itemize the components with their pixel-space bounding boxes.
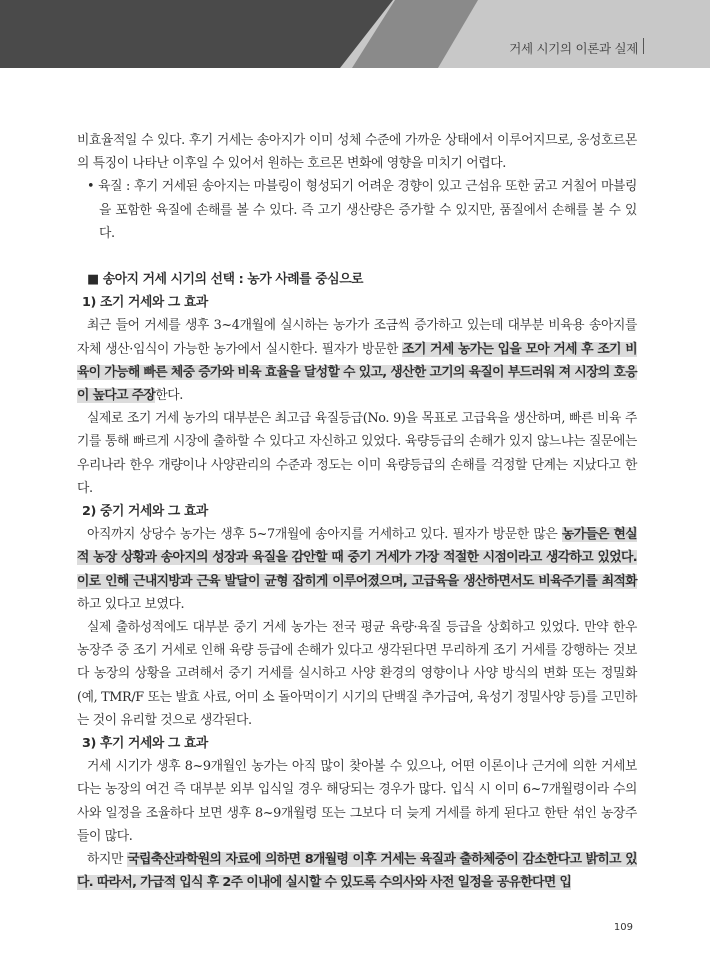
text: 하지만 — [87, 852, 128, 868]
section-title: ■ 송아지 거세 시기의 선택 : 농가 사례를 중심으로 — [87, 272, 364, 288]
paragraph — [77, 848, 637, 894]
bullet-item: • 육질 : 후기 거세된 송아지는 마블링이 형성되기 어려운 경향이 있고 근섬유 또한 굵고 거칠어 마블링을 포함한 육질에 손해를 볼 수 있다. 즉 고기 생산량은 증가할 수 있지만, 품질에서 손해를 볼 수 있다. — [87, 179, 637, 241]
running-title: 거세 시기의 이론과 실제 — [509, 41, 638, 56]
highlighted-text: 조기 거세 농가는 입을 모아 거세 후 조기 비육이 가능해 빠른 체중 증가와 비육 효율을 달성할 수 있고, 생산한 고기의 육질이 부드러워 져 시장의 호응이 높다고 주장 — [77, 341, 638, 404]
paragraph — [77, 523, 637, 616]
highlighted-text: 국립축산과학원의 자료에 의하면 8개월령 이후 거세는 육질과 출하체중이 감소한다고 밝히고 있다. 따라서, 가급적 입식 후 2주 이내에 실시할 수 있도록 수의사와 사전 일정을 공유한다면 입 — [77, 852, 637, 891]
paragraph: 비효율적일 수 있다. 후기 거세는 송아지가 이미 성체 수준에 가까운 상태에서 이루어지므로, 웅성호르몬의 특징이 나타난 이후일 수 있어서 원하는 호르몬 변화에 영향을 미치기 어렵다. — [77, 133, 637, 172]
text: 한다. — [155, 388, 184, 404]
text: 하고 있다고 보였다. — [77, 596, 185, 612]
text: 최근 들어 거세를 생후 3~4개월에 실시하는 농가가 조금씩 증가하고 있는데 대부분 비육용 송아지를 자체 생산·임식이 가능한 농가에서 실시한다. 필자가 방문한 — [77, 318, 637, 357]
spacer — [77, 245, 637, 268]
subsection-title-early: 1) 조기 거세와 그 효과 — [82, 295, 208, 311]
paragraph: 거세 시기가 생후 8~9개월인 농가는 아직 많이 찾아볼 수 있으나, 어떤 이론이나 근거에 의한 거세보다는 농장의 여건 즉 대부분 외부 입식일 경우 해당되는 경우가 많다. 입식 시 이미 6~7개월령이라 수의사와 일정을 조율하다 보면 생후 8~9개월령 또는 그보다 더 늦게 거세를 하게 된다고 한탄 섞인 농장주들이 많다. — [77, 759, 637, 844]
paragraph: 실제 출하성적에도 대부분 중기 거세 농가는 전국 평균 육량·육질 등급을 상회하고 있었다. 만약 한우 농장주 중 조기 거세로 인해 육량 등급에 손해가 있다고 생각된다면 무리하게 조기 거세를 강행하는 것보다 농장의 상황을 고려해서 중기 거세를 실시하고 사양 환경의 영향이나 사양 방식의 변화 또는 정밀화(예, TMR/F 또는 발효 사료, 어미 소 돌아먹이기 시기의 단백질 추가급여, 육성기 정밀사양 등)를 고민하는 것이 유리할 것으로 생각된다. — [77, 620, 637, 728]
page-body — [77, 129, 637, 895]
header-decoration — [0, 0, 710, 68]
highlighted-text: 농가들은 현실적 농장 상황과 송아지의 성장과 육질을 감안할 때 중기 거세가 가장 적절한 시점이라고 생각하고 있었다. 이로 인해 근내지방과 근육 발달이 균형 잡히게 이루어졌으며, 고급육을 생산하면서도 비육주기를 최적화 — [77, 527, 637, 589]
paragraph: 실제로 조기 거세 농가의 대부분은 최고급 육질등급(No. 9)을 목표로 고급육을 생산하며, 빠른 비육 주기를 통해 빠르게 시장에 출하할 수 있다고 자신하고 있었다. 육량등급의 손해가 있지 않느냐는 질문에는 우리나라 한우 개량이나 사양관리의 수준과 정도는 이미 육량등급의 손해를 걱정할 단계는 지났다고 한다. — [77, 411, 637, 496]
subsection-title-middle: 2) 중기 거세와 그 효과 — [82, 504, 208, 520]
subsection-title-late: 3) 후기 거세와 그 효과 — [82, 736, 208, 752]
paragraph — [77, 314, 637, 407]
page-header — [0, 0, 710, 68]
header-divider — [643, 38, 645, 54]
page-number: 109 — [613, 922, 633, 933]
text: 아직까지 상당수 농가는 생후 5~7개월에 송아지를 거세하고 있다. 필자가 방문한 많은 — [87, 527, 562, 543]
